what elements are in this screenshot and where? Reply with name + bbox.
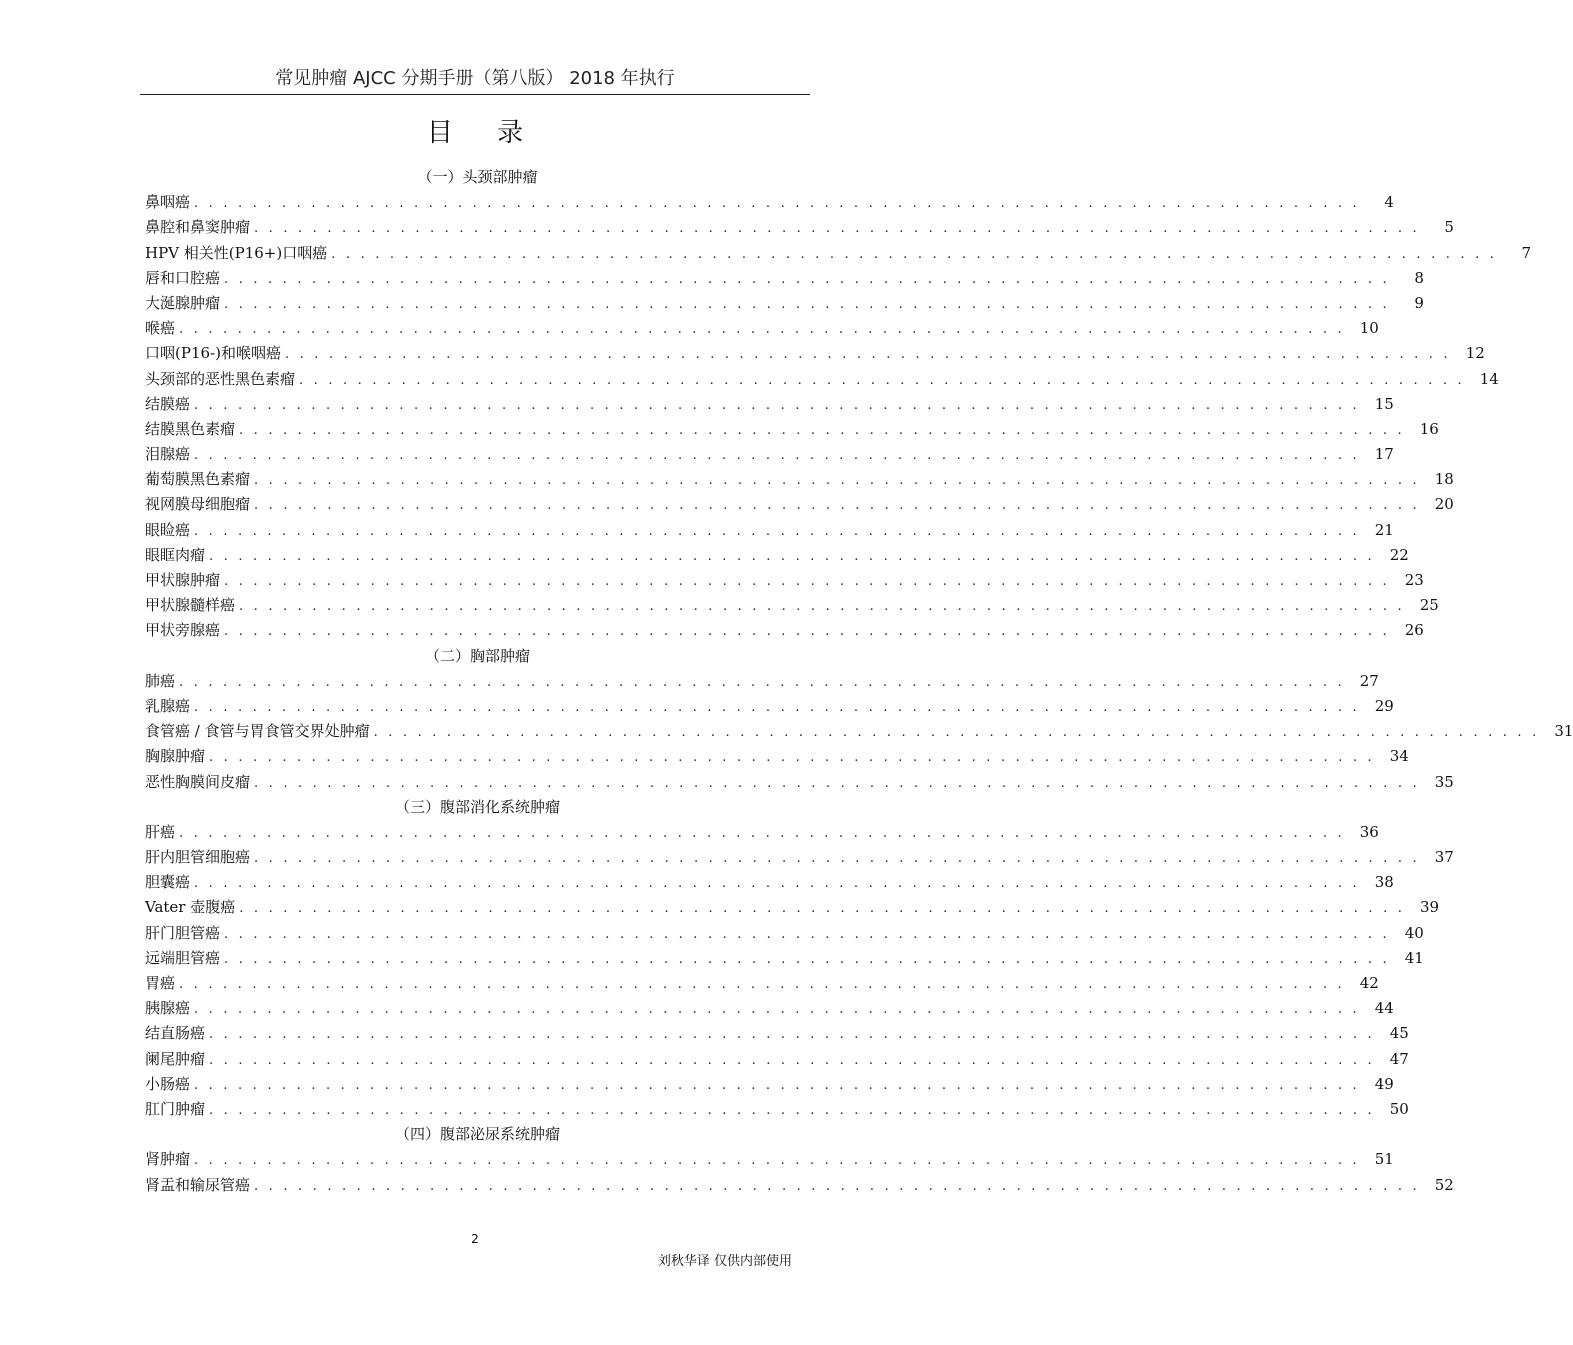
toc-entry-page: 26 (1404, 621, 1424, 640)
toc-entry[interactable] (145, 417, 1439, 442)
toc-entry[interactable] (145, 543, 1409, 568)
toc-entry-title: 胆囊癌 (145, 873, 191, 892)
toc-entry[interactable] (145, 241, 1532, 266)
toc-entry-title: 小肠癌 (145, 1074, 191, 1093)
toc-entry[interactable] (145, 442, 1394, 467)
dot-leader: . . . . . . . . . . . . . . . . . . . . . . . . . . . . . . . . . . . . . . . . . . . . . . . . . . . . . . . . . . . . . . . . . . . . . . . . . . . . . . . . (254, 851, 1420, 867)
toc-title: 目 录 (426, 118, 542, 148)
dot-leader: . . . . . . . . . . . . . . . . . . . . . . . . . . . . . . . . . . . . . . . . . . . . . . . . . . . . . . . . . . . . . . . . . . . . . . . . . . . . . . . . (179, 977, 1345, 992)
dot-leader: . . . . . . . . . . . . . . . . . . . . . . . . . . . . . . . . . . . . . . . . . . . . . . . . . . . . . . . . . . . . . . . . . . . . . . . . . . . . . . . . (194, 448, 1360, 464)
dot-leader: . . . . . . . . . . . . . . . . . . . . . . . . . . . . . . . . . . . . . . . . . . . . . . . . . . . . . . . . . . . . . . . . . . . . . . . . . . . . . . . . (209, 1052, 1375, 1068)
toc-entry-page: 14 (1479, 369, 1499, 388)
dot-leader: . . . . . . . . . . . . . . . . . . . . . . . . . . . . . . . . . . . . . . . . . . . . . . . . . . . . . . . . . . . . . . . . . . . . . . . . . . . . . . . . (299, 372, 1465, 388)
toc-entry-title: 葡萄膜黑色素瘤 (145, 470, 251, 489)
toc-entry-page: 18 (1434, 470, 1454, 489)
toc-entry[interactable] (145, 341, 1485, 366)
toc-entry[interactable] (145, 744, 1409, 769)
toc-entry-title: 远端胆管癌 (145, 948, 221, 967)
toc-entry[interactable] (145, 593, 1439, 618)
dot-leader: . . . . . . . . . . . . . . . . . . . . . . . . . . . . . . . . . . . . . . . . . . . . . . . . . . . . . . . . . . . . . . . . . . . . . . . . . . . . . . . . (224, 574, 1390, 589)
dot-leader: . . . . . . . . . . . . . . . . . . . . . . . . . . . . . . . . . . . . . . . . . . . . . . . . . . . . . . . . . . . . . . . . . . . . . . . . . . . . . . . . (194, 397, 1360, 413)
dot-leader: . . . . . . . . . . . . . . . . . . . . . . . . . . . . . . . . . . . . . . . . . . . . . . . . . . . . . . . . . . . . . . . . . . . . . . . . . . . . . . . . (239, 599, 1405, 615)
toc-entry-title: 大涎腺肿瘤 (145, 293, 221, 312)
dot-leader: . . . . . . . . . . . . . . . . . . . . . . . . . . . . . . . . . . . . . . . . . . . . . . . . . . . . . . . . . . . . . . . . . . . . . . . . . . . . . . . . (179, 322, 1345, 338)
toc-entry-page: 38 (1374, 873, 1394, 892)
toc-entry-page: 25 (1419, 596, 1439, 615)
toc-entry-title: 肾盂和输尿管癌 (145, 1175, 251, 1194)
dot-leader: . . . . . . . . . . . . . . . . . . . . . . . . . . . . . . . . . . . . . . . . . . . . . . . . . . . . . . . . . . . . . . . . . . . . . . . . . . . . . . . . (209, 1027, 1375, 1043)
toc-entry-page: 15 (1374, 394, 1394, 413)
toc-entry[interactable] (145, 190, 1394, 215)
toc-entry-title: 眼睑癌 (145, 520, 191, 539)
toc-entry-title: 鼻咽癌 (145, 193, 191, 212)
toc-entry[interactable] (145, 291, 1424, 316)
toc-entry-title: 胰腺癌 (145, 999, 191, 1018)
toc-entry[interactable] (145, 971, 1379, 996)
toc-entry-title: 乳腺癌 (145, 696, 191, 715)
toc-entry-title: 肝癌 (145, 822, 176, 841)
toc-entry-title: 阑尾肿瘤 (145, 1049, 206, 1068)
dot-leader: . . . . . . . . . . . . . . . . . . . . . . . . . . . . . . . . . . . . . . . . . . . . . . . . . . . . . . . . . . . . . . . . . . . . . . . . . . . . . . . . (209, 548, 1375, 564)
toc-entry-page: 45 (1389, 1024, 1409, 1043)
toc-entry-page: 5 (1444, 218, 1454, 237)
dot-leader: . . . . . . . . . . . . . . . . . . . . . . . . . . . . . . . . . . . . . . . . . . . . . . . . . . . . . . . . . . . . . . . . . . . . . . . . . . . . . . . . (194, 1002, 1360, 1018)
toc-entry-title: 结直肠癌 (145, 1024, 206, 1043)
dot-leader: . . . . . . . . . . . . . . . . . . . . . . . . . . . . . . . . . . . . . . . . . . . . . . . . . . . . . . . . . . . . . . . . . . . . . . . . . . . . . . . . (224, 271, 1390, 287)
toc-entry-page: 36 (1359, 822, 1379, 841)
toc-entry-title: 胸腺肿瘤 (145, 747, 206, 766)
toc-entry[interactable] (145, 669, 1379, 694)
toc-entry[interactable] (145, 770, 1454, 795)
toc-entry-page: 41 (1404, 948, 1424, 967)
toc-entry[interactable] (145, 1047, 1409, 1072)
toc-entry[interactable] (145, 845, 1454, 870)
toc-entry-page: 42 (1359, 974, 1379, 992)
dot-leader: . . . . . . . . . . . . . . . . . . . . . . . . . . . . . . . . . . . . . . . . . . . . . . . . . . . . . . . . . . . . . . . . . . . . . . . . . . . . . . . . (239, 901, 1406, 917)
table-of-contents (145, 165, 1573, 1198)
toc-entry-title: 鼻腔和鼻窦肿瘤 (145, 218, 251, 237)
toc-entry-page: 44 (1374, 999, 1394, 1018)
toc-entry[interactable] (145, 1147, 1394, 1172)
dot-leader: . . . . . . . . . . . . . . . . . . . . . . . . . . . . . . . . . . . . . . . . . . . . . . . . . . . . . . . . . . . . . . . . . . . . . . . . . . . . . . . . (224, 624, 1390, 640)
toc-entry-title: 恶性胸膜间皮瘤 (145, 772, 251, 791)
toc-entry-page: 47 (1389, 1049, 1409, 1068)
dot-leader: . . . . . . . . . . . . . . . . . . . . . . . . . . . . . . . . . . . . . . . . . . . . . . . . . . . . . . . . . . . . . . . . . . . . . . . . . . . . . . . . (194, 196, 1360, 212)
dot-leader: . . . . . . . . . . . . . . . . . . . . . . . . . . . . . . . . . . . . . . . . . . . . . . . . . . . . . . . . . . . . . . . . . . . . . . . . . . . . . . . . (194, 876, 1360, 892)
dot-leader: . . . . . . . . . . . . . . . . . . . . . . . . . . . . . . . . . . . . . . . . . . . . . . . . . . . . . . . . . . . . . . . . . . . . . . . . . . . . . . . . (224, 296, 1390, 312)
dot-leader: . . . . . . . . . . . . . . . . . . . . . . . . . . . . . . . . . . . . . . . . . . . . . . . . . . . . . . . . . . . . . . . . . . . . . . . . . . . . . . . . (331, 246, 1498, 262)
dot-leader: . . . . . . . . . . . . . . . . . . . . . . . . . . . . . . . . . . . . . . . . . . . . . . . . . . . . . . . . . . . . . . . . . . . . . . . . . . . . . . . . (179, 674, 1345, 690)
toc-entry-page: 9 (1414, 293, 1424, 312)
toc-entry-title: 泪腺癌 (145, 445, 191, 464)
toc-entry[interactable] (145, 392, 1394, 417)
toc-entry-title: 唇和口腔癌 (145, 268, 221, 287)
toc-section-heading: （二）胸部肿瘤 (424, 646, 530, 665)
dot-leader: . . . . . . . . . . . . . . . . . . . . . . . . . . . . . . . . . . . . . . . . . . . . . . . . . . . . . . . . . . . . . . . . . . . . . . . . . . . . . . . . (254, 221, 1420, 237)
toc-entry-title: 肝内胆管细胞癌 (145, 848, 251, 867)
toc-entry[interactable] (145, 1173, 1454, 1198)
dot-leader: . . . . . . . . . . . . . . . . . . . . . . . . . . . . . . . . . . . . . . . . . . . . . . . . . . . . . . . . . . . . . . . . . . . . . . . . . . . . . . . . (224, 951, 1390, 967)
toc-entry-page: 21 (1374, 520, 1394, 539)
dot-leader: . . . . . . . . . . . . . . . . . . . . . . . . . . . . . . . . . . . . . . . . . . . . . . . . . . . . . . . . . . . . . . . . . . . . . . . . . . . . . . . . (224, 926, 1390, 942)
toc-entry[interactable] (145, 518, 1394, 543)
dot-leader: . . . . . . . . . . . . . . . . . . . . . . . . . . . . . . . . . . . . . . . . . . . . . . . . . . . . . . . . . . . . . . . . . . . . . . . . . . . . . . . . (254, 1178, 1420, 1194)
toc-entry-title: 胃癌 (145, 974, 176, 992)
toc-entry-page: 52 (1434, 1175, 1454, 1194)
toc-entry-page: 7 (1521, 243, 1532, 262)
dot-leader: . . . . . . . . . . . . . . . . . . . . . . . . . . . . . . . . . . . . . . . . . . . . . . . . . . . . . . . . . . . . . . . . . . . . . . . . . . . . . . . . (179, 825, 1345, 841)
dot-leader: . . . . . . . . . . . . . . . . . . . . . . . . . . . . . . . . . . . . . . . . . . . . . . . . . . . . . . . . . . . . . . . . . . . . . . . . . . . . . . . . (254, 775, 1420, 791)
toc-entry[interactable] (145, 467, 1454, 492)
toc-entry-page: 51 (1374, 1150, 1394, 1169)
dot-leader: . . . . . . . . . . . . . . . . . . . . . . . . . . . . . . . . . . . . . . . . . . . . . . . . . . . . . . . . . . . . . . . . . . . . . . . . . . . . . . . . (194, 523, 1360, 539)
toc-entry[interactable] (145, 921, 1424, 946)
toc-entry-title: 眼眶肉瘤 (145, 545, 206, 564)
toc-entry[interactable] (145, 367, 1499, 392)
toc-entry-page: 23 (1404, 571, 1424, 589)
dot-leader: . . . . . . . . . . . . . . . . . . . . . . . . . . . . . . . . . . . . . . . . . . . . . . . . . . . . . . . . . . . . . . . . . . . . . . . . . . . . . . . . (194, 699, 1360, 715)
toc-entry-title: 肛门肿瘤 (145, 1099, 206, 1118)
dot-leader: . . . . . . . . . . . . . . . . . . . . . . . . . . . . . . . . . . . . . . . . . . . . . . . . . . . . . . . . . . . . . . . . . . . . . . . . . . . . . . . . (254, 473, 1420, 489)
page-number: 2 (471, 1232, 479, 1246)
toc-entry-page: 39 (1420, 898, 1440, 917)
toc-entry-page: 17 (1374, 445, 1394, 464)
toc-entry-title: HPV 相关性(P16+)口咽癌 (145, 243, 328, 262)
toc-entry-title: 甲状腺髓样癌 (145, 596, 236, 615)
toc-entry-title: 头颈部的恶性黑色素瘤 (145, 369, 296, 388)
toc-entry-page: 49 (1374, 1074, 1394, 1093)
toc-entry-page: 31 (1554, 722, 1573, 741)
toc-entry[interactable] (145, 1021, 1409, 1046)
toc-entry[interactable] (145, 719, 1573, 744)
toc-entry-page: 16 (1419, 419, 1439, 438)
toc-entry-page: 8 (1414, 268, 1424, 287)
toc-entry[interactable] (145, 996, 1394, 1021)
toc-entry-title: 视网膜母细胞瘤 (145, 495, 251, 514)
toc-entry-page: 20 (1434, 495, 1454, 514)
toc-entry-title: 喉癌 (145, 319, 176, 338)
dot-leader: . . . . . . . . . . . . . . . . . . . . . . . . . . . . . . . . . . . . . . . . . . . . . . . . . . . . . . . . . . . . . . . . . . . . . . . . . . . . . . . . (239, 422, 1405, 438)
toc-entry[interactable] (145, 820, 1379, 845)
toc-entry-page: 12 (1465, 344, 1485, 363)
toc-entry[interactable] (145, 1097, 1409, 1122)
toc-section-heading: （四）腹部泌尿系统肿瘤 (394, 1125, 560, 1144)
toc-entry[interactable] (145, 870, 1394, 895)
toc-entry-page: 40 (1404, 923, 1424, 942)
dot-leader: . . . . . . . . . . . . . . . . . . . . . . . . . . . . . . . . . . . . . . . . . . . . . . . . . . . . . . . . . . . . . . . . . . . . . . . . . . . . . . . . (194, 1077, 1360, 1093)
toc-entry-page: 50 (1389, 1099, 1409, 1118)
toc-entry-title: 肺癌 (145, 671, 176, 690)
toc-entry[interactable] (145, 618, 1424, 643)
toc-entry-title: 食管癌 / 食管与胃食管交界处肿瘤 (145, 722, 370, 741)
toc-section-heading: （三）腹部消化系统肿瘤 (394, 797, 560, 816)
toc-entry-page: 22 (1389, 545, 1409, 564)
toc-entry-page: 37 (1434, 848, 1454, 867)
toc-entry-title: 结膜癌 (145, 394, 191, 413)
toc-entry-title: 甲状旁腺癌 (145, 621, 221, 640)
toc-entry[interactable] (145, 266, 1424, 291)
footer-note: 刘秋华译 仅供内部使用 (657, 1254, 793, 1269)
toc-entry[interactable] (145, 215, 1454, 240)
toc-entry[interactable] (145, 946, 1424, 971)
toc-entry-title: 结膜黑色素瘤 (145, 419, 236, 438)
toc-entry[interactable] (145, 895, 1440, 920)
toc-entry-title: 甲状腺肿瘤 (145, 571, 221, 589)
toc-entry-title: 肾肿瘤 (145, 1150, 191, 1169)
toc-entry[interactable] (145, 316, 1379, 341)
toc-entry-title: Vater 壶腹癌 (145, 898, 236, 917)
dot-leader: . . . . . . . . . . . . . . . . . . . . . . . . . . . . . . . . . . . . . . . . . . . . . . . . . . . . . . . . . . . . . . . . . . . . . . . . . . . . . . . . (254, 498, 1420, 514)
toc-entry[interactable] (145, 1072, 1394, 1097)
toc-entry-page: 4 (1384, 193, 1394, 212)
dot-leader: . . . . . . . . . . . . . . . . . . . . . . . . . . . . . . . . . . . . . . . . . . . . . . . . . . . . . . . . . . . . . . . . . . . . . . . . . . . . . . . . (209, 750, 1375, 766)
toc-entry-page: 10 (1359, 319, 1379, 338)
toc-section-heading: （一）头颈部肿瘤 (417, 168, 538, 186)
running-header: 常见肿瘤 AJCC 分期手册（第八版） 2018 年执行 (275, 68, 675, 89)
dot-leader: . . . . . . . . . . . . . . . . . . . . . . . . . . . . . . . . . . . . . . . . . . . . . . . . . . . . . . . . . . . . . . . . . . . . . . . . . . . . . . . . (284, 347, 1451, 363)
toc-entry[interactable] (145, 694, 1394, 719)
toc-entry-page: 29 (1374, 696, 1394, 715)
toc-entry-page: 27 (1359, 671, 1379, 690)
toc-entry[interactable] (145, 568, 1424, 593)
header-rule (140, 94, 810, 95)
toc-entry-title: 肝门胆管癌 (145, 923, 221, 942)
toc-entry-page: 35 (1434, 772, 1454, 791)
dot-leader: . . . . . . . . . . . . . . . . . . . . . . . . . . . . . . . . . . . . . . . . . . . . . . . . . . . . . . . . . . . . . . . . . . . . . . . . . . . . . . . . (194, 1153, 1360, 1169)
toc-entry-page: 34 (1389, 747, 1409, 766)
toc-entry[interactable] (145, 492, 1454, 517)
toc-entry-title: 口咽(P16-)和喉咽癌 (145, 344, 281, 363)
dot-leader: . . . . . . . . . . . . . . . . . . . . . . . . . . . . . . . . . . . . . . . . . . . . . . . . . . . . . . . . . . . . . . . . . . . . . . . . . . . . . . . . (209, 1102, 1375, 1118)
dot-leader: . . . . . . . . . . . . . . . . . . . . . . . . . . . . . . . . . . . . . . . . . . . . . . . . . . . . . . . . . . . . . . . . . . . . . . . . . . . . . . . . (373, 725, 1540, 741)
